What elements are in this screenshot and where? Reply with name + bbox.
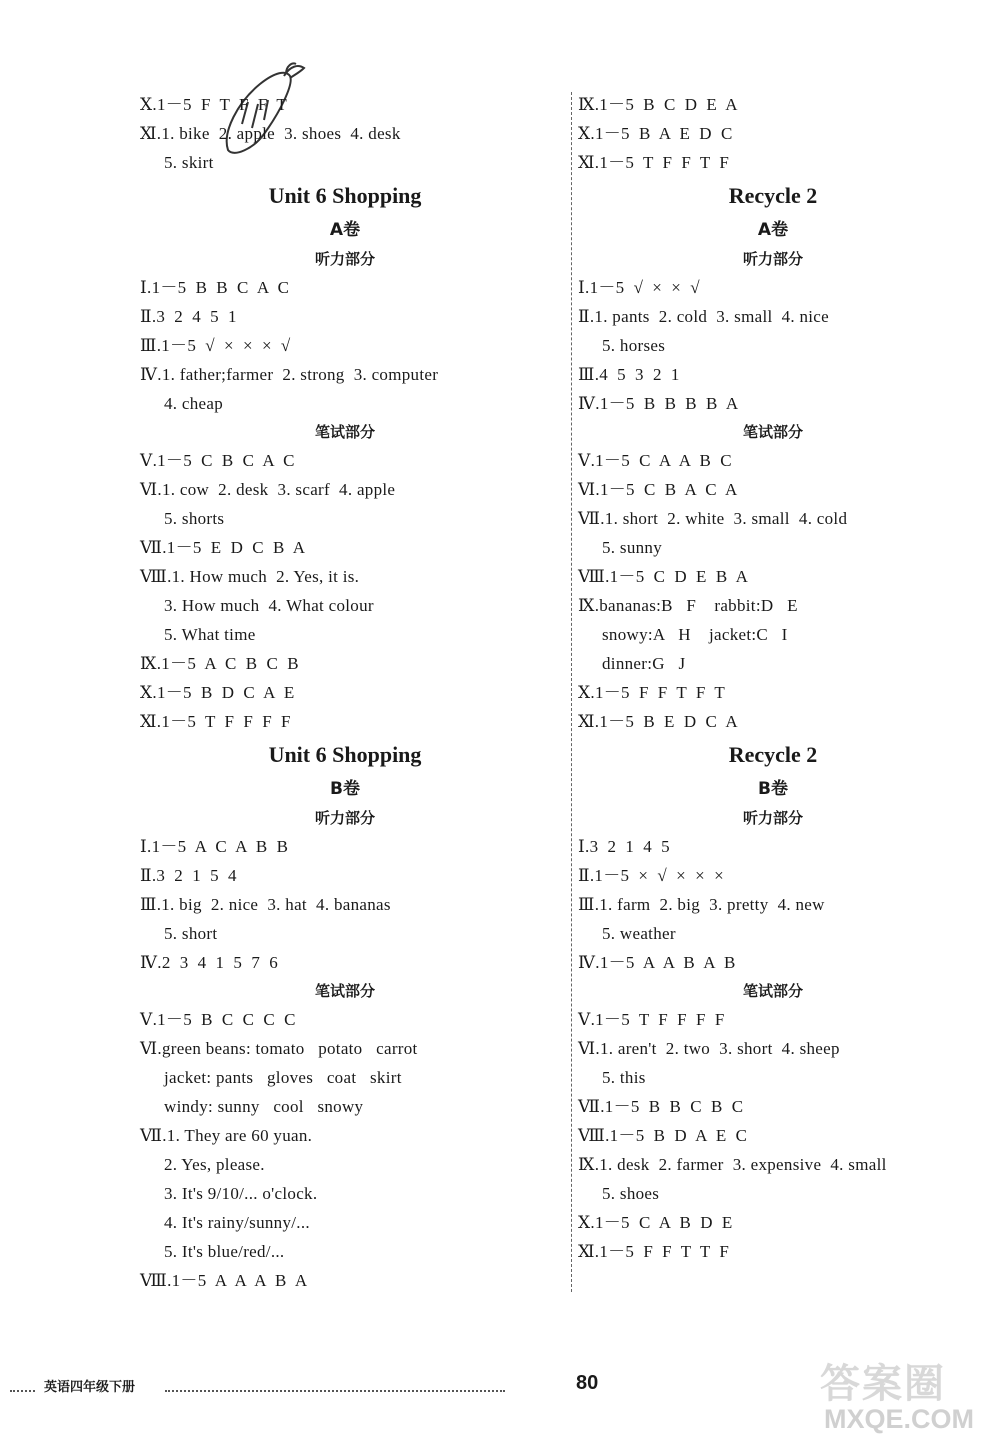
answer-line: Ⅱ.1. pants 2. cold 3. small 4. nice — [578, 307, 830, 326]
watermark-logo — [812, 1352, 990, 1444]
section-title: Recycle 2 — [728, 183, 818, 208]
answer-line: Ⅰ.1－5 √ × × √ — [578, 278, 700, 297]
answer-line: Ⅳ.1－5 A A B A B — [578, 953, 736, 972]
answer-line: Ⅵ.1. cow 2. desk 3. scarf 4. apple — [140, 480, 396, 499]
answer-line: Ⅹ.1－5 C A B D E — [578, 1213, 733, 1232]
answer-line: Ⅺ.1－5 T F F F F — [140, 712, 291, 731]
part-label-listening: 听力部分 — [742, 250, 803, 268]
answer-line: Ⅹ.1－5 B D C A E — [140, 683, 295, 702]
answer-line: Ⅱ.3 2 1 5 4 — [140, 866, 237, 885]
answer-line: 2. Yes, please. — [164, 1155, 265, 1174]
answer-line: 5. What time — [164, 625, 256, 644]
answer-line: Ⅴ.1－5 C B C A C — [140, 451, 295, 470]
page-number: 80 — [576, 1372, 599, 1394]
answer-line: Ⅸ.bananas:B F rabbit:D E — [578, 596, 798, 615]
footer-dotted-rule — [10, 1390, 35, 1392]
answer-line: 5. skirt — [164, 153, 214, 172]
paper-label: A卷 — [329, 220, 361, 240]
paper-label: B卷 — [330, 779, 360, 799]
answer-line: Ⅴ.1－5 B C C C C — [140, 1010, 296, 1029]
answer-line: Ⅸ.1－5 A C B C B — [140, 654, 299, 673]
answer-line: 5. short — [164, 924, 218, 943]
column-divider — [571, 92, 572, 1292]
right-column — [578, 90, 968, 1266]
footer-dotted-rule — [165, 1390, 505, 1392]
answer-line: 5. shoes — [602, 1184, 660, 1203]
answer-line: Ⅳ.2 3 4 1 5 7 6 — [140, 953, 279, 972]
paper-label: A卷 — [757, 220, 789, 240]
answer-line: Ⅹ.1－5 F F T F T — [578, 683, 726, 702]
answer-line: Ⅶ.1－5 E D C B A — [140, 538, 306, 557]
paper-label: B卷 — [758, 779, 788, 799]
answer-line: 5. this — [602, 1068, 646, 1087]
answer-line: 3. It's 9/10/... o'clock. — [164, 1184, 318, 1203]
answer-line: Ⅴ.1－5 T F F F F — [578, 1010, 725, 1029]
answer-line: Ⅰ.3 2 1 4 5 — [578, 837, 670, 856]
answer-line: Ⅱ.3 2 4 5 1 — [140, 307, 237, 326]
answer-line: Ⅷ.1－5 B D A E C — [578, 1126, 748, 1145]
answer-line: Ⅵ.1. aren't 2. two 3. short 4. sheep — [578, 1039, 840, 1058]
answer-line: 5. weather — [602, 924, 676, 943]
book-title: 英语四年级下册 — [44, 1380, 136, 1395]
answer-line: Ⅰ.1－5 B B C A C — [140, 278, 290, 297]
answer-line: Ⅰ.1－5 A C A B B — [140, 837, 289, 856]
answer-line: Ⅸ.1. desk 2. farmer 3. expensive 4. small — [578, 1155, 887, 1174]
answer-line: 5. shorts — [164, 509, 225, 528]
part-label-written: 笔试部分 — [314, 982, 375, 1000]
answer-line: 4. It's rainy/sunny/... — [164, 1213, 310, 1232]
part-label-written: 笔试部分 — [742, 423, 803, 441]
section-title: Unit 6 Shopping — [268, 183, 422, 208]
answer-line: Ⅶ.1. short 2. white 3. small 4. cold — [578, 509, 848, 528]
answer-line: Ⅷ.1－5 A A A B A — [140, 1271, 308, 1290]
part-label-listening: 听力部分 — [314, 250, 375, 268]
answer-line: windy: sunny cool snowy — [164, 1097, 364, 1116]
left-column — [140, 90, 550, 1295]
answer-line: dinner:G J — [602, 654, 686, 673]
part-label-written: 笔试部分 — [314, 423, 375, 441]
watermark-text: 答案圈 — [820, 1361, 946, 1407]
answer-line: 5. It's blue/red/... — [164, 1242, 285, 1261]
answer-line: Ⅳ.1－5 B B B B A — [578, 394, 739, 413]
answer-line: Ⅳ.1. father;farmer 2. strong 3. computer — [140, 365, 439, 384]
answer-line: 5. horses — [602, 336, 666, 355]
answer-line: Ⅺ.1－5 T F F T F — [578, 153, 730, 172]
answer-line: Ⅶ.1－5 B B C B C — [578, 1097, 744, 1116]
answer-line: Ⅹ.1－5 B A E D C — [578, 124, 733, 143]
answer-line: Ⅲ.4 5 3 2 1 — [578, 365, 680, 384]
answer-line: 3. How much 4. What colour — [164, 596, 374, 615]
answer-line: Ⅱ.1－5 × √ × × × — [578, 866, 724, 885]
answer-line: Ⅲ.1. farm 2. big 3. pretty 4. new — [578, 895, 825, 914]
section-title: Recycle 2 — [728, 742, 818, 767]
answer-line: Ⅶ.1. They are 60 yuan. — [140, 1126, 313, 1145]
answer-line: Ⅷ.1－5 C D E B A — [578, 567, 749, 586]
answer-line: Ⅸ.1－5 B C D E A — [578, 95, 738, 114]
answer-line: Ⅹ.1－5 F T F F T — [140, 95, 288, 114]
part-label-written: 笔试部分 — [742, 982, 803, 1000]
answer-line: Ⅺ.1－5 F F T T F — [578, 1242, 730, 1261]
answer-line: Ⅵ.1－5 C B A C A — [578, 480, 738, 499]
answer-line: 5. sunny — [602, 538, 663, 557]
answer-line: jacket: pants gloves coat skirt — [164, 1068, 402, 1087]
answer-line: snowy:A H jacket:C I — [602, 625, 788, 644]
answer-line: Ⅵ.green beans: tomato potato carrot — [140, 1039, 418, 1058]
answer-line: Ⅲ.1. big 2. nice 3. hat 4. bananas — [140, 895, 391, 914]
answer-line: Ⅺ.1－5 B E D C A — [578, 712, 738, 731]
part-label-listening: 听力部分 — [742, 809, 803, 827]
answer-line: Ⅴ.1－5 C A A B C — [578, 451, 732, 470]
part-label-listening: 听力部分 — [314, 809, 375, 827]
section-title: Unit 6 Shopping — [268, 742, 422, 767]
answer-line: Ⅺ.1. bike 2. apple 3. shoes 4. desk — [140, 124, 401, 143]
answer-line: 4. cheap — [164, 394, 224, 413]
answer-line: Ⅲ.1－5 √ × × × √ — [140, 336, 291, 355]
watermark-url: MXQE.COM — [824, 1404, 975, 1434]
answer-line: Ⅷ.1. How much 2. Yes, it is. — [140, 567, 360, 586]
